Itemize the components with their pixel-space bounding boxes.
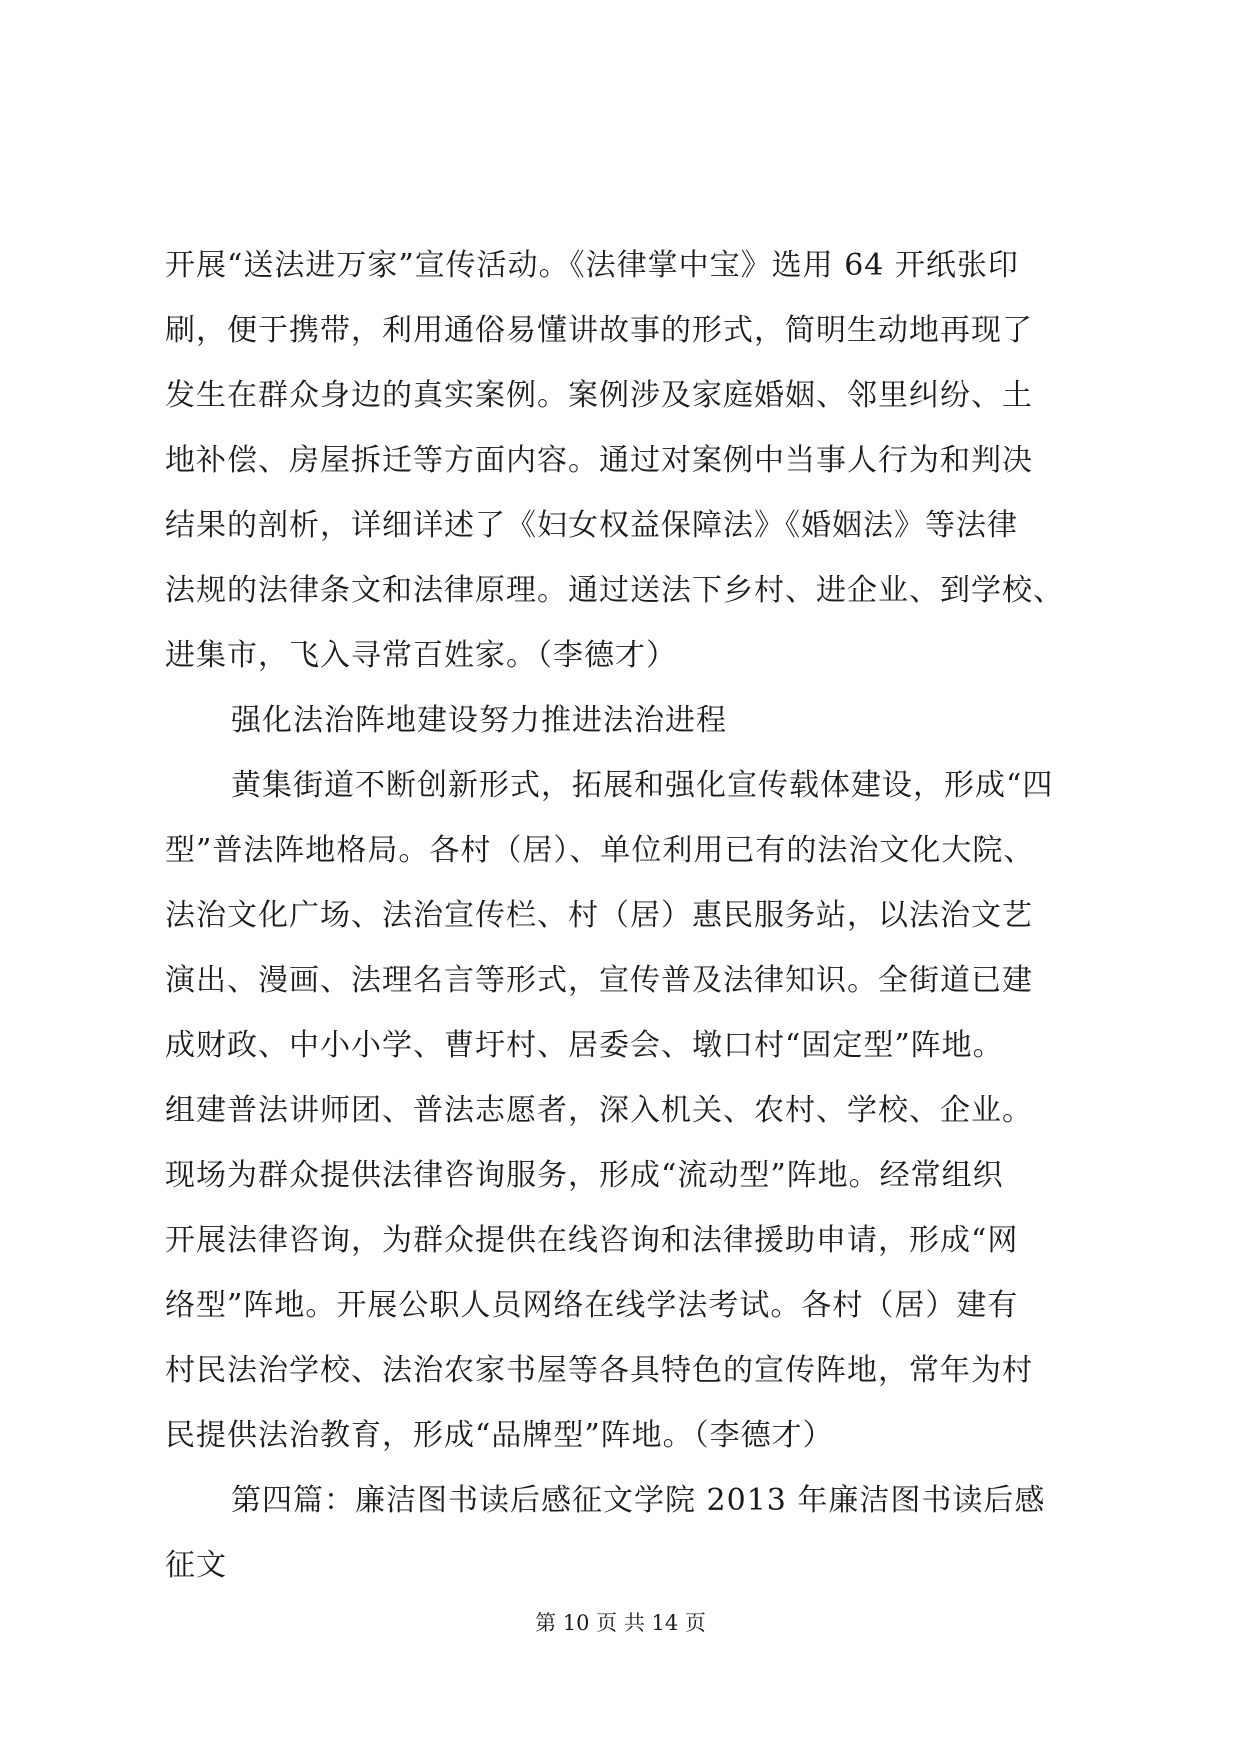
text-line: 型”普法阵地格局。各村（居）、单位利用已有的法治文化大院、 bbox=[165, 833, 1035, 868]
text-line: 进集市，飞入寻常百姓家。（李德才） bbox=[165, 638, 677, 673]
text-line: 黄集街道不断创新形式，拓展和强化宣传载体建设，形成“四 bbox=[231, 768, 1054, 803]
chapter-title-line: 征文 bbox=[165, 1548, 227, 1583]
paragraph-4 bbox=[165, 1468, 1080, 1598]
text-line: 发生在群众身边的真实案例。案例涉及家庭婚姻、邻里纠纷、土 bbox=[165, 378, 1033, 413]
text-line: 法治文化广场、法治宣传栏、村（居）惠民服务站，以法治文艺 bbox=[165, 898, 1033, 933]
text-line: 刷，便于携带，利用通俗易懂讲故事的形式，简明生动地再现了 bbox=[165, 313, 1033, 348]
page-number-footer: 第 10 页 共 14 页 bbox=[535, 1611, 706, 1635]
text-line: 络型”阵地。开展公职人员网络在线学法考试。各村（居）建有 bbox=[165, 1288, 1019, 1323]
text-line: 开展法律咨询，为群众提供在线咨询和法律援助申请，形成“网 bbox=[165, 1223, 1019, 1258]
document-body bbox=[165, 233, 1080, 1598]
paragraph-1 bbox=[165, 233, 1080, 688]
text-line: 组建普法讲师团、普法志愿者，深入机关、农村、学校、企业。 bbox=[165, 1093, 1033, 1128]
text-line: 现场为群众提供法律咨询服务，形成“流动型”阵地。经常组织 bbox=[165, 1158, 1004, 1193]
paragraph-3 bbox=[165, 753, 1080, 1468]
text-line: 法规的法律条文和法律原理。通过送法下乡村、进企业、到学校、 bbox=[165, 573, 1064, 608]
section-title: 强化法治阵地建设努力推进法治进程 bbox=[231, 703, 727, 738]
text-line: 地补偿、房屋拆迁等方面内容。通过对案例中当事人行为和判决 bbox=[165, 443, 1033, 478]
text-line: 民提供法治教育，形成“品牌型”阵地。（李德才） bbox=[165, 1418, 834, 1453]
chapter-title-line: 第四篇：廉洁图书读后感征文学院 2013 年廉洁图书读后感 bbox=[231, 1483, 1046, 1518]
text-line: 开展“送法进万家”宣传活动。《法律掌中宝》选用 64 开纸张印 bbox=[165, 248, 1019, 283]
text-line: 成财政、中小小学、曹圩村、居委会、墩口村“固定型”阵地。 bbox=[165, 1028, 1004, 1063]
section-heading bbox=[165, 688, 1080, 753]
text-line: 演出、漫画、法理名言等形式，宣传普及法律知识。全街道已建 bbox=[165, 963, 1033, 998]
text-line: 结果的剖析，详细详述了《妇女权益保障法》《婚姻法》等法律 bbox=[165, 508, 1018, 543]
text-line: 村民法治学校、法治农家书屋等各具特色的宣传阵地，常年为村 bbox=[165, 1353, 1033, 1388]
